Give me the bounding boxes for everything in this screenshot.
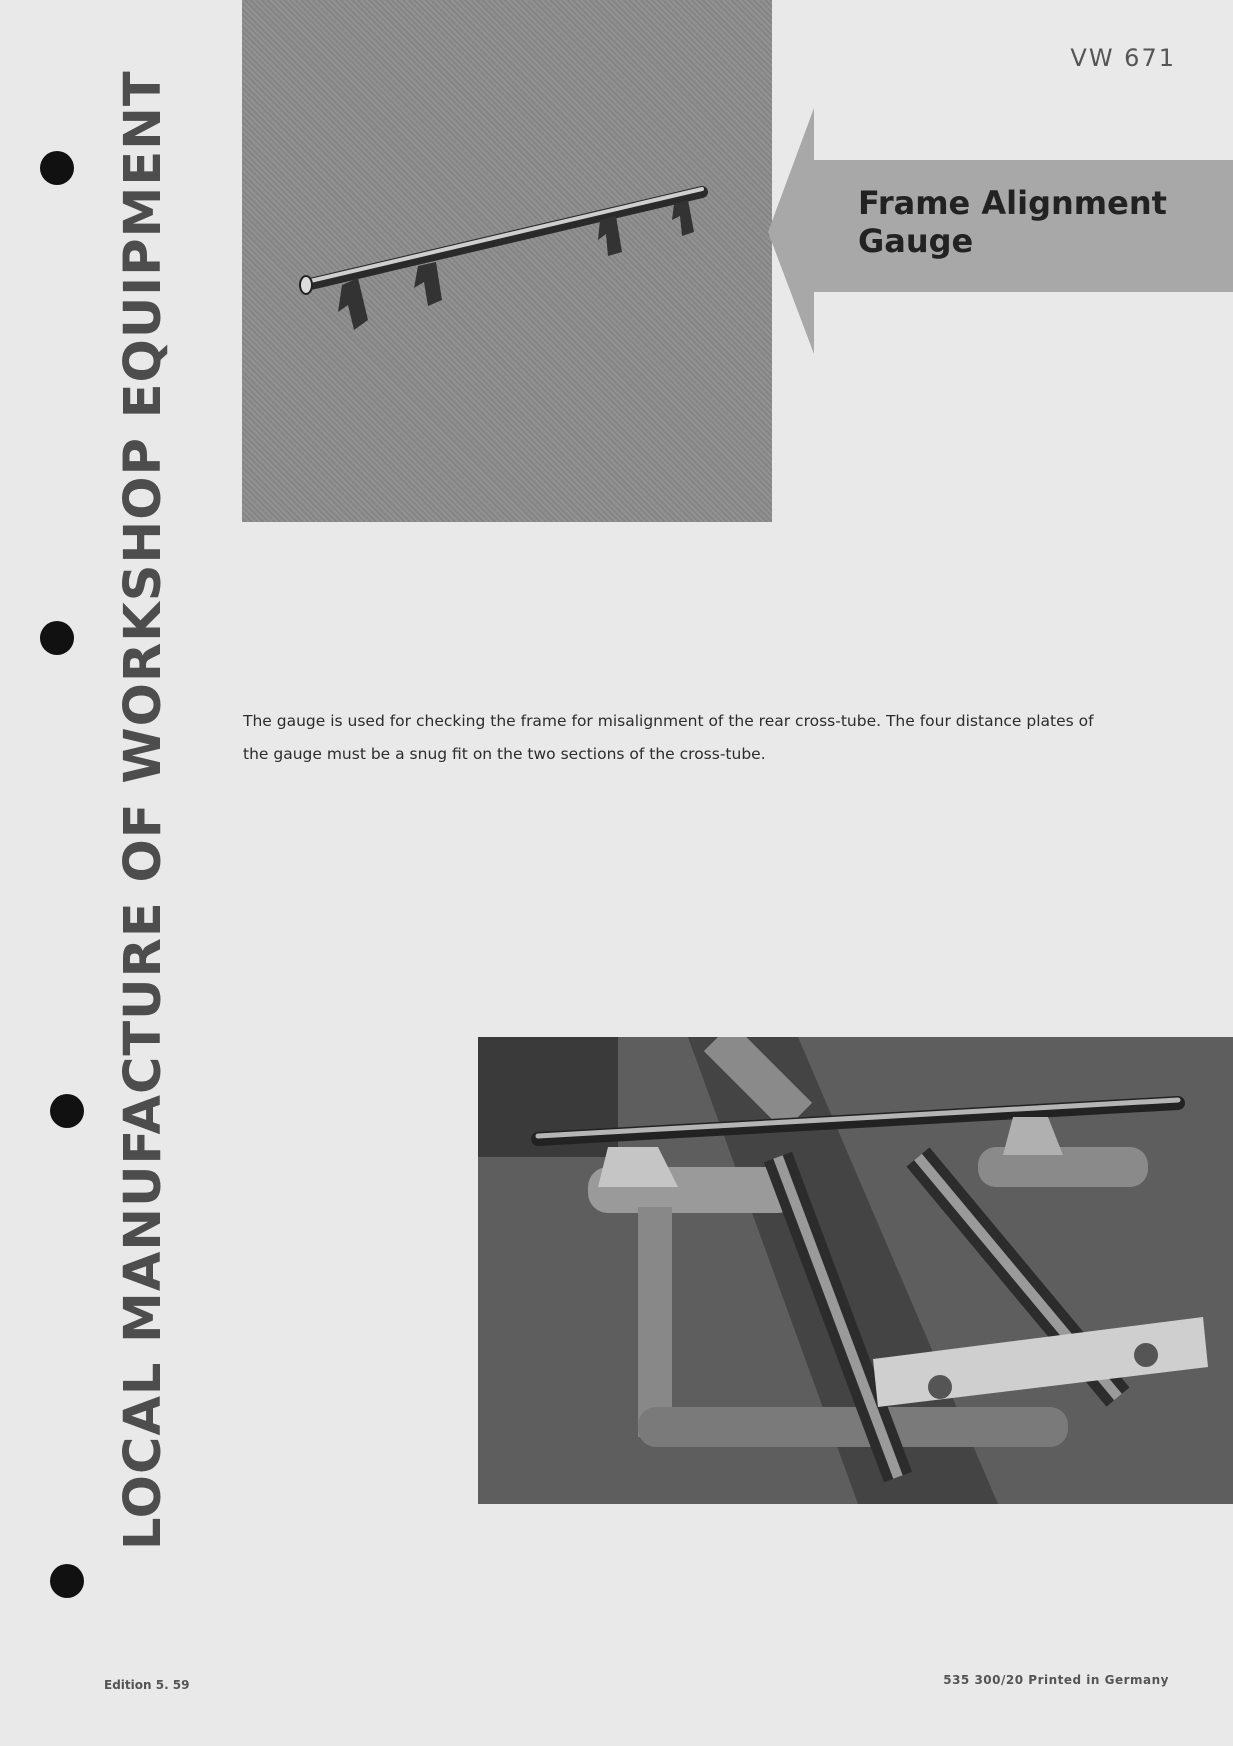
punch-hole bbox=[50, 1564, 84, 1598]
gauge-photo bbox=[242, 0, 772, 522]
punch-hole bbox=[50, 1094, 84, 1128]
side-title: LOCAL MANUFACTURE OF WORKSHOP EQUIPMENT bbox=[114, 70, 173, 1550]
print-info: 535 300/20 Printed in Germany bbox=[943, 1673, 1169, 1687]
title-line-2: Gauge bbox=[858, 222, 974, 260]
punch-hole bbox=[40, 151, 74, 185]
edition-note: Edition 5. 59 bbox=[104, 1678, 190, 1692]
punch-hole bbox=[40, 621, 74, 655]
description-text: The gauge is used for checking the frame for misalignment of the rear cross-tube. The four distance plates of the gauge must be a snug fit on the two sections of the cross-tube. bbox=[243, 712, 1094, 763]
title-arrow-label bbox=[768, 108, 1233, 354]
document-code: VW 671 bbox=[1070, 44, 1176, 72]
page-title bbox=[858, 184, 1178, 260]
title-line-1: Frame Alignment bbox=[858, 184, 1167, 222]
frame-photo bbox=[478, 1037, 1233, 1504]
